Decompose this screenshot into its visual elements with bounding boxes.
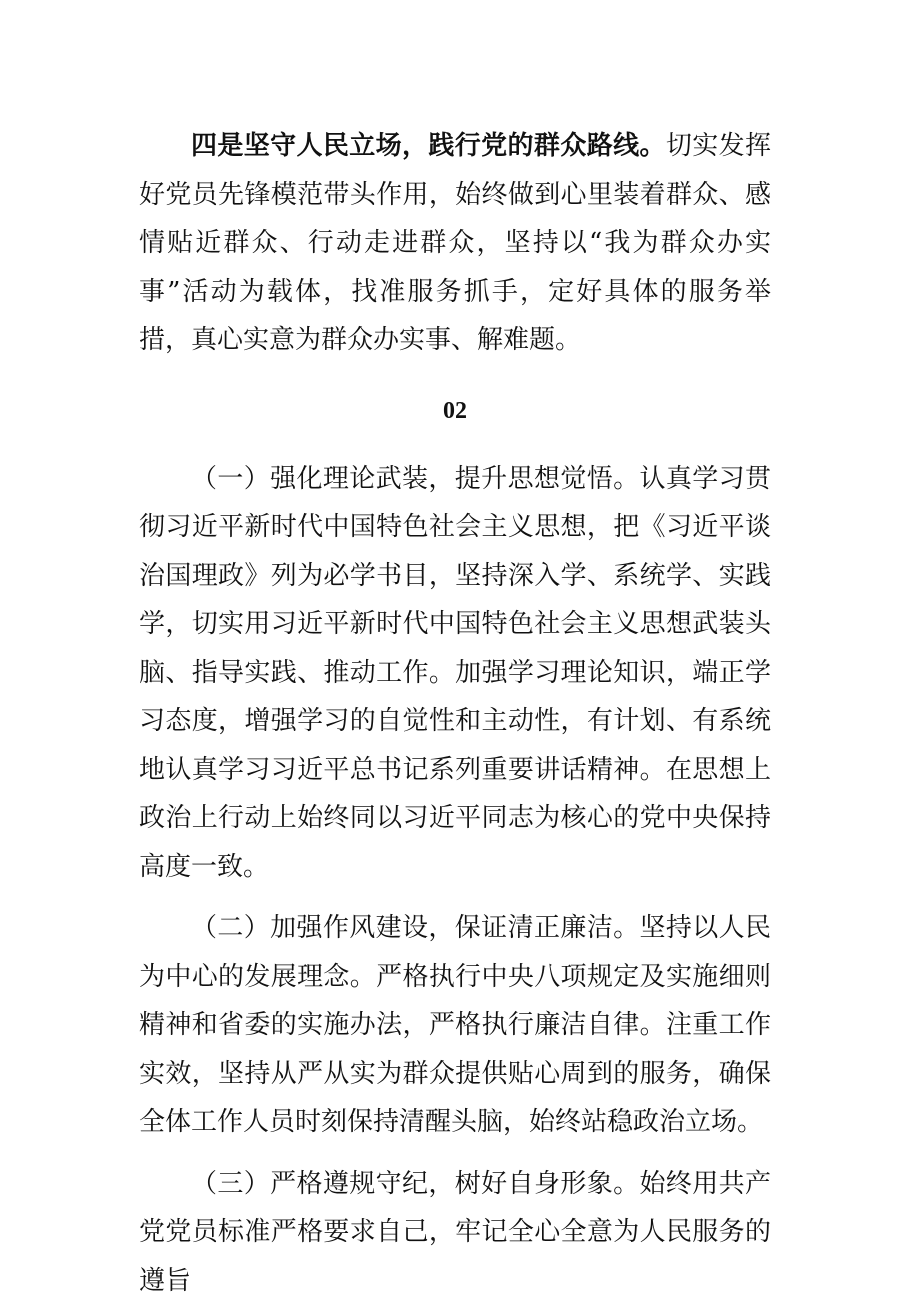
section-paragraph-two: （二）加强作风建设，保证清正廉洁。坚持以人民为中心的发展理念。严格执行中央八项规定及实施细则精神和省委的实施办法，严格执行廉洁自律。注重工作实效，坚持从严从实为群众提供贴心周到的服务，确保全体工作人员时刻保持清醒头脑，始终站稳政治立场。 bbox=[139, 904, 771, 1147]
document-body bbox=[139, 122, 771, 1305]
paragraph-four bbox=[139, 122, 771, 365]
paragraph-lead-heading: 四是坚守人民立场，践行党的群众路线。 bbox=[191, 131, 666, 161]
section-paragraph-three: （三）严格遵规守纪，树好自身形象。始终用共产党党员标准严格要求自己，牢记全心全意为人民服务的遵旨 bbox=[139, 1160, 771, 1305]
paragraph-body-text: 切实发挥好党员先锋模范带头作用，始终做到心里装着群众、感情贴近群众、行动走进群众，坚持以“我为群众办实事”活动为载体，找准服务抓手，定好具体的服务举措，真心实意为群众办实事、解难题。 bbox=[139, 131, 771, 355]
section-paragraph-one: （一）强化理论武装，提升思想觉悟。认真学习贯彻习近平新时代中国特色社会主义思想，把《习近平谈治国理政》列为必学书目，坚持深入学、系统学、实践学，切实用习近平新时代中国特色社会主义思想武装头脑、指导实践、推动工作。加强学习理论知识，端正学习态度，增强学习的自觉性和主动性，有计划、有系统地认真学习习近平总书记系列重要讲话精神。在思想上政治上行动上始终同以习近平同志为核心的党中央保持高度一致。 bbox=[139, 455, 771, 892]
section-number: 02 bbox=[139, 387, 771, 435]
